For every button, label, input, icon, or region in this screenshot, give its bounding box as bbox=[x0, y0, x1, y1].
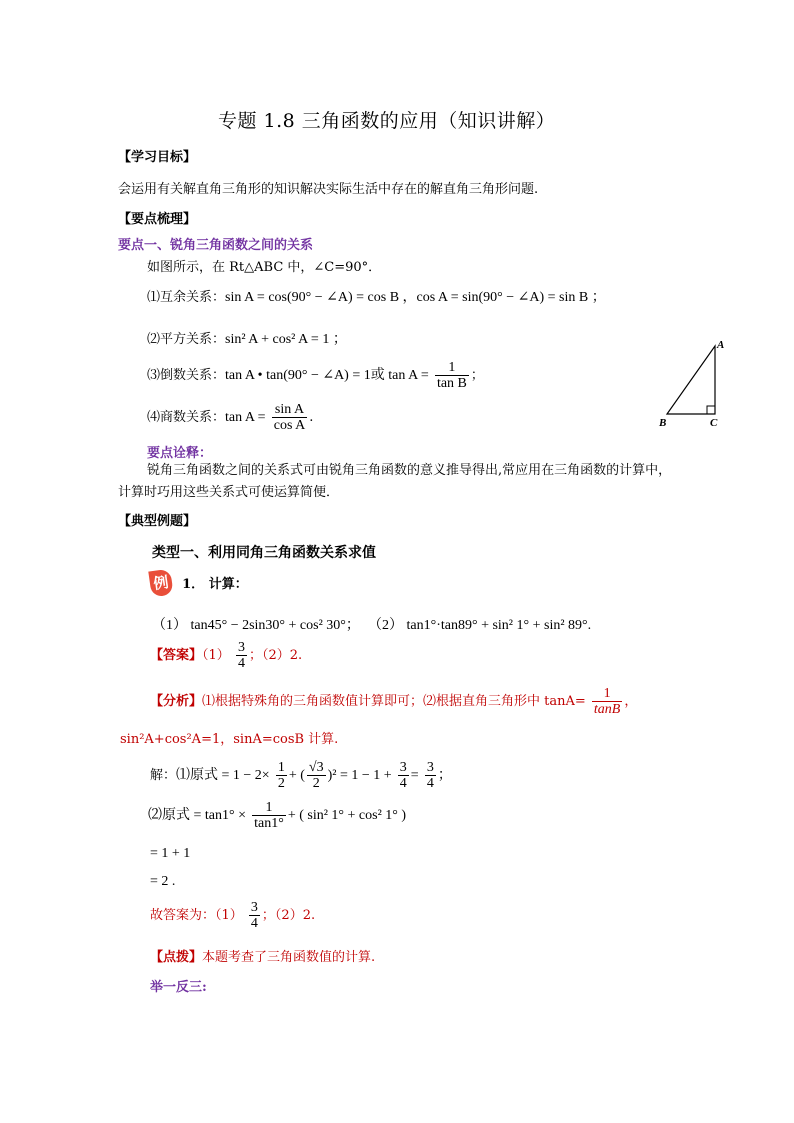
relation-label: ⑵平方关系： bbox=[147, 332, 226, 347]
fraction bbox=[398, 760, 409, 791]
fraction bbox=[425, 760, 436, 791]
relation-formula: tan A = bbox=[225, 410, 266, 425]
hint-text: 本题考查了三角函数值的计算. bbox=[202, 950, 376, 965]
math-text: ⑵原式 = tan1° × bbox=[148, 808, 246, 823]
denominator: tanB bbox=[593, 702, 621, 717]
punct: ； bbox=[470, 368, 484, 383]
denominator: cos A bbox=[273, 418, 306, 433]
final-answer bbox=[150, 900, 315, 931]
hint-label: 【点拨】 bbox=[150, 950, 203, 965]
hint-line bbox=[150, 946, 375, 965]
punct: ， bbox=[624, 694, 638, 709]
solution-step-1 bbox=[150, 760, 452, 791]
solution-step-3: = 1 + 1 bbox=[150, 846, 191, 861]
right-angle-mark bbox=[707, 406, 715, 414]
relation-formula: sin² A + cos² A = 1 ； bbox=[225, 332, 347, 347]
section-examples: 【典型例题】 bbox=[118, 514, 197, 529]
relation-formula: sin A = cos(90° − ∠A) = cos B ，cos A = sin(90° − ∠A) = sin B ； bbox=[225, 290, 606, 305]
final-answer-text: ；（2）2. bbox=[261, 908, 316, 923]
answer-line bbox=[150, 640, 302, 671]
numerator: 1 bbox=[592, 686, 622, 702]
denominator: tan1° bbox=[254, 816, 284, 831]
denominator: 2 bbox=[312, 776, 320, 791]
fraction bbox=[249, 900, 260, 931]
numerator: sin A bbox=[272, 402, 308, 418]
relation-complementary bbox=[147, 286, 606, 306]
denominator: 4 bbox=[426, 776, 434, 791]
point1-intro: 如图所示，在 Rt△ABC 中，∠C=90°． bbox=[147, 260, 382, 275]
solution-step-4: = 2 . bbox=[150, 874, 176, 889]
relation-formula: tan A • tan(90° − ∠A) = 1或 tan A = bbox=[225, 368, 429, 383]
vertex-label-c: C bbox=[710, 417, 718, 429]
answer-part: ；（2）2. bbox=[248, 648, 303, 663]
section-learning-goals: 【学习目标】 bbox=[118, 150, 197, 165]
relation-label: ⑴互余关系： bbox=[147, 290, 226, 305]
section-key-points: 【要点梳理】 bbox=[118, 212, 197, 227]
relation-label: ⑶倒数关系： bbox=[147, 368, 226, 383]
vertex-label-a: A bbox=[717, 339, 725, 351]
example-question-1: （1） tan45° − 2sin30° + cos² 30°； bbox=[152, 618, 360, 633]
relation-square bbox=[147, 328, 347, 348]
punct: . bbox=[309, 410, 314, 425]
fraction bbox=[252, 800, 286, 831]
math-text: ； bbox=[437, 768, 452, 783]
numerator: 3 bbox=[399, 760, 407, 775]
relation-quotient bbox=[147, 402, 313, 433]
fraction bbox=[307, 760, 326, 791]
numerator: √3 bbox=[308, 760, 324, 775]
point1-heading: 要点一、锐角三角函数之间的关系 bbox=[118, 238, 314, 253]
math-text: ⑴原式 = 1 − 2× bbox=[176, 768, 270, 783]
learning-goal-text: 会运用有关解直角三角形的知识解决实际生活中存在的解直角三角形问题. bbox=[118, 182, 539, 197]
relation-reciprocal bbox=[147, 360, 484, 391]
fraction bbox=[272, 402, 308, 433]
fraction bbox=[592, 686, 622, 717]
example-badge-icon: 例 bbox=[148, 569, 173, 598]
denominator: 4 bbox=[237, 656, 245, 671]
analysis-label: 【分析】 bbox=[150, 694, 203, 709]
numerator: 3 bbox=[426, 760, 434, 775]
final-answer-text: 故答案为：（1） bbox=[150, 908, 243, 923]
math-text: + ( sin² 1° + cos² 1° ) bbox=[287, 808, 407, 823]
type1-heading: 类型一、利用同角三角函数关系求值 bbox=[152, 545, 376, 561]
note-heading: 要点诠释： bbox=[147, 446, 213, 461]
numerator: 3 bbox=[237, 640, 245, 655]
page-title: 专题 1.8 三角函数的应用（知识讲解） bbox=[218, 110, 556, 132]
denominator: 4 bbox=[250, 916, 258, 931]
denominator: 4 bbox=[399, 776, 407, 791]
vertex-label-b: B bbox=[659, 417, 667, 429]
math-text: = bbox=[410, 768, 419, 783]
practice-heading: 举一反三: bbox=[150, 980, 207, 995]
triangle-abc bbox=[667, 346, 715, 414]
math-text: + ( bbox=[288, 768, 305, 783]
denominator: 2 bbox=[277, 776, 285, 791]
example-question-2: （2） tan1°·tan89° + sin² 1° + sin² 89°. bbox=[368, 618, 592, 633]
analysis-text: ⑴根据特殊角的三角函数值计算即可；⑵根据直角三角形中 tanA= bbox=[202, 694, 586, 709]
answer-part: （1） bbox=[202, 648, 230, 663]
numerator: 1 bbox=[435, 360, 469, 376]
solution-step-2 bbox=[148, 800, 406, 831]
answer-label: 【答案】 bbox=[150, 648, 203, 663]
analysis-line-2: sin²A+cos²A=1，sinA=cosB 计算. bbox=[120, 732, 339, 747]
solution-label: 解： bbox=[150, 768, 177, 783]
numerator: 3 bbox=[250, 900, 258, 915]
fraction bbox=[276, 760, 287, 791]
analysis-line bbox=[150, 686, 637, 717]
example-header bbox=[150, 570, 248, 596]
fraction bbox=[236, 640, 247, 671]
denominator: tan B bbox=[436, 376, 467, 391]
numerator: 1 bbox=[252, 800, 286, 816]
numerator: 1 bbox=[277, 760, 285, 775]
fraction bbox=[435, 360, 469, 391]
relation-label: ⑷商数关系： bbox=[147, 410, 226, 425]
triangle-diagram bbox=[655, 336, 735, 430]
math-text: )² = 1 − 1 + bbox=[327, 768, 392, 783]
example-number: 1． 计算： bbox=[182, 577, 248, 592]
note-text: 锐角三角函数之间的关系式可由锐角三角函数的意义推导得出,常应用在三角函数的计算中，计算时巧用这些关系式可使运算简便． bbox=[118, 463, 672, 500]
